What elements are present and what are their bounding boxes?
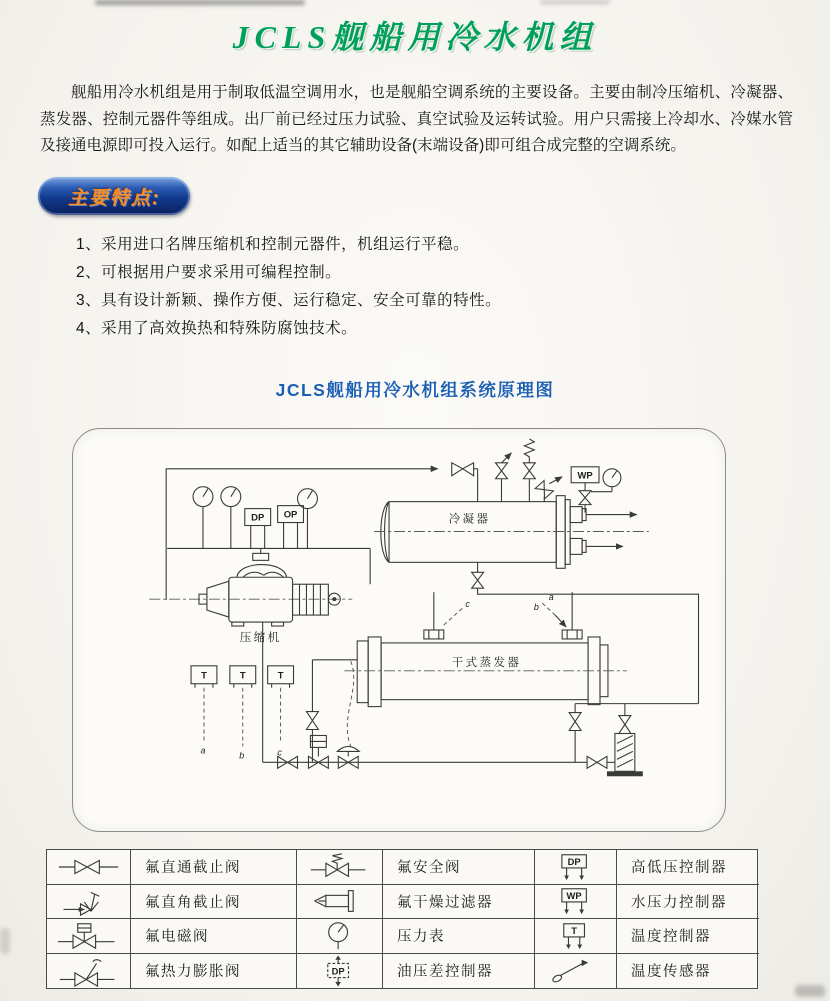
system-diagram	[72, 428, 726, 832]
legend-label: 高低压控制器	[617, 850, 759, 885]
symbol-text: T	[570, 924, 577, 936]
legend-symbol-cell	[535, 885, 617, 920]
legend-label: 氟热力膨胀阀	[131, 954, 297, 989]
system-diagram-svg	[73, 429, 725, 831]
sensor-point-a-label: a	[548, 592, 554, 603]
condenser-label: 冷凝器	[448, 513, 491, 526]
sensor-point-c-label: c	[465, 599, 470, 610]
feature-item: 2、可根据用户要求采用可编程控制。	[76, 264, 342, 281]
legend-label: 温度传感器	[631, 964, 711, 981]
legend-label: 压力表	[383, 919, 535, 954]
legend-symbol-cell	[47, 919, 131, 954]
sensor-point-b-label: b	[533, 602, 539, 613]
legend-symbol-cell	[535, 954, 617, 989]
legend-symbol-cell	[47, 885, 131, 920]
legend-symbol-cell	[47, 954, 131, 989]
page-title: JCLS舰船用冷水机组	[232, 19, 598, 55]
legend-label: 氟安全阀	[383, 850, 535, 885]
evaporator-label: 干式蒸发器	[451, 656, 522, 669]
features-list	[76, 231, 501, 343]
evaporator-vessel	[344, 592, 627, 706]
legend-symbol-cell	[535, 850, 617, 885]
legend-symbol-cell	[297, 885, 383, 920]
water-pressure-controller-icon	[542, 885, 610, 917]
op-box-label: OP	[283, 509, 298, 521]
t-box-label: T	[201, 670, 207, 682]
diagram-title: JCLS舰船用冷水机组系统原理图	[275, 380, 555, 400]
compressor-unit	[149, 553, 352, 626]
scan-artifact	[0, 928, 10, 954]
legend-label: 氟直角截止阀	[131, 885, 297, 920]
legend-symbol-cell	[297, 919, 383, 954]
legend-symbol-cell	[535, 919, 617, 954]
scan-artifact	[95, 0, 305, 5]
legend-symbol-cell	[297, 850, 383, 885]
compressor-label: 压缩机	[239, 631, 282, 644]
gauge-panel	[167, 487, 370, 585]
wp-box-label: WP	[577, 470, 593, 482]
condenser-vessel	[374, 496, 698, 704]
refrigerant-piping	[166, 439, 562, 603]
feature-item: 1、采用进口名牌压缩机和控制元器件，机组运行平稳。	[76, 236, 470, 253]
pressure-gauge-icon	[306, 920, 374, 952]
legend-label: 温度控制器	[617, 919, 759, 954]
dp-box-label: DP	[251, 512, 265, 524]
legend-label: 氟电磁阀	[131, 919, 297, 954]
solenoid-valve-icon	[55, 920, 123, 952]
straight-stop-valve-icon	[55, 851, 123, 883]
oil-pressure-diff-controller-icon	[306, 955, 374, 987]
high-low-pressure-controller-icon	[542, 851, 610, 883]
temperature-sensor-icon	[542, 955, 610, 987]
feature-item: 3、具有设计新颖、操作方便、运行稳定、安全可靠的特性。	[76, 292, 502, 309]
intro-paragraph: 舰船用冷水机组是用于制取低温空调用水，也是舰船空调系统的主要设备。主要由制冷压缩机、冷凝器、蒸发器、控制元器件等组成。出厂前已经过压力试验、真空试验及运转试验。用户只需接上冷却水、冷媒水管及接通电源即可投入运行。如配上适当的其它辅助设备(末端设备)即可组合成完整的空调系统。	[40, 84, 793, 154]
legend-label: 氟干燥过滤器	[383, 885, 535, 920]
legend-label: 水压力控制器	[617, 885, 759, 920]
features-heading: 主要特点:	[67, 187, 161, 209]
angle-stop-valve-icon	[55, 885, 123, 917]
legend-symbol-cell	[297, 954, 383, 989]
symbol-text: WP	[566, 890, 582, 902]
safety-valve-icon	[306, 851, 374, 883]
lead-point-c-label: c	[277, 747, 282, 758]
t-box-label: T	[239, 670, 246, 682]
dryer-filter-icon	[306, 885, 374, 917]
scan-artifact	[540, 0, 610, 4]
legend-symbol-cell	[47, 850, 131, 885]
legend-label: 油压差控制器	[383, 954, 535, 989]
symbol-text: DP	[567, 855, 581, 867]
features-heading-banner	[38, 177, 190, 215]
lead-point-a-label: a	[200, 745, 206, 756]
lead-point-b-label: b	[239, 750, 245, 761]
t-box-label: T	[277, 670, 284, 682]
symbol-text: DP	[331, 965, 345, 977]
scan-artifact	[795, 985, 825, 997]
feature-item: 4、采用了高效换热和特殊防腐蚀技术。	[76, 320, 358, 337]
thermal-expansion-valve-icon	[55, 955, 123, 987]
temperature-controller-icon	[542, 920, 610, 952]
legend-label: 氟直通截止阀	[131, 850, 297, 885]
legend-table	[46, 849, 758, 989]
